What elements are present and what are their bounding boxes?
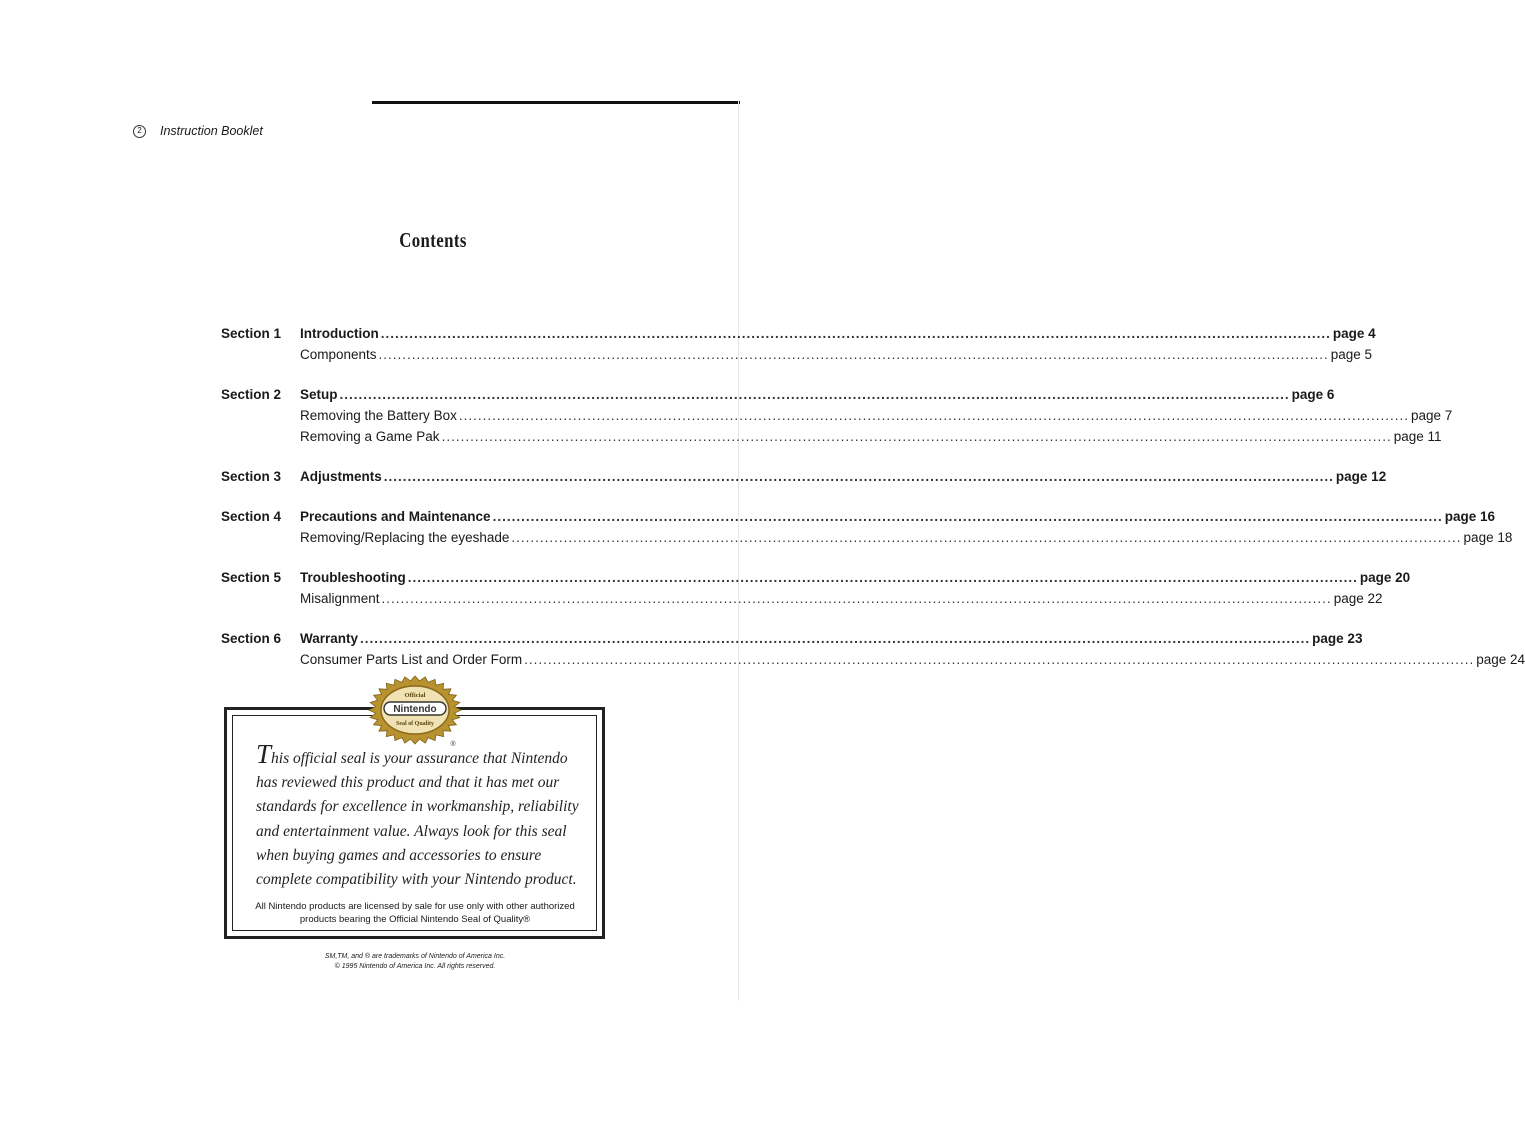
toc-entry-title: Removing/Replacing the eyeshade [300,530,510,545]
seal-line: and entertainment value. Always look for this seal [256,822,567,840]
toc-entry-title: Misalignment [300,591,380,606]
dot-leader: ........................................................................................................................................................................................................ [339,387,1290,402]
dot-leader: ........................................................................................................................................................................................................ [441,429,1392,444]
seal-line: complete compatibility with your Nintendo product. [256,871,577,889]
dot-leader: ........................................................................................................................................................................................................ [511,530,1462,545]
booklet-title: Instruction Booklet [160,124,263,138]
toc-entry-title: Consumer Parts List and Order Form [300,652,523,667]
toc-row [221,344,1372,365]
toc-row [221,628,1363,649]
seal-quality-text: Seal of Quality [395,721,435,727]
toc-page-number: page 16 [1444,509,1495,524]
toc-entry-title: Components [300,347,377,362]
top-rule [372,101,740,104]
toc-row [221,567,1411,588]
toc-entry-title: Warranty [300,631,359,646]
seal-line: standards for excellence in workmanship, reliability [256,798,579,816]
trademark-line: SM,TM, and ® are trademarks of Nintendo of America Inc. [324,953,506,960]
section-label: Section 5 [221,570,282,585]
toc-section [221,567,1411,609]
dot-leader: ........................................................................................................................................................................................................ [360,631,1311,646]
dot-leader: ........................................................................................................................................................................................................ [383,469,1334,484]
section-label: Section 1 [221,326,282,341]
toc-page-number: page 5 [1330,347,1372,362]
drop-cap: T [256,739,272,769]
toc-row [221,384,1335,405]
dot-leader: ........................................................................................................................................................................................................ [492,509,1443,524]
toc-entry-title: Introduction [300,326,379,341]
trademark-notice [0,952,830,972]
toc-row [221,527,1513,548]
nintendo-seal-icon [365,672,465,752]
toc-section [221,384,1453,447]
license-line: products bearing the Official Nintendo Seal of Quality® [299,914,531,925]
license-line: All Nintendo products are licensed by sale for use only with other authorized [255,901,575,912]
toc-row [221,649,1525,670]
copyright-line: © 1995 Nintendo of America Inc. All rights reserved. [334,963,496,970]
seal-official-text: Official [404,692,426,699]
section-label: Section 3 [221,469,282,484]
toc-entry-title: Setup [300,387,338,402]
toc-entry-title: Troubleshooting [300,570,406,585]
table-of-contents [221,323,1525,689]
seal-statement [256,739,596,892]
dot-leader: ........................................................................................................................................................................................................ [524,652,1475,667]
contents-heading: Contents [399,228,467,252]
toc-page-number: page 7 [1410,408,1453,423]
license-notice [232,900,598,926]
section-label: Section 6 [221,631,282,646]
toc-page-number: page 24 [1476,652,1525,667]
page-number: 2 [133,125,146,138]
toc-row [221,506,1495,527]
toc-row [221,426,1442,447]
toc-entry-title: Removing the Battery Box [300,408,457,423]
toc-page-number: page 22 [1333,591,1383,606]
dot-leader: ........................................................................................................................................................................................................ [407,570,1358,585]
toc-page-number: page 20 [1359,570,1411,585]
dot-leader: ........................................................................................................................................................................................................ [381,591,1332,606]
toc-page-number: page 6 [1291,387,1335,402]
toc-page-number: page 12 [1335,469,1387,484]
toc-page-number: page 4 [1332,326,1376,341]
seal-nintendo-text: Nintendo [393,704,437,715]
dot-leader: ........................................................................................................................................................................................................ [378,347,1329,362]
toc-section [221,466,1387,487]
seal-line: when buying games and accessories to ensure [256,846,542,864]
toc-page-number: page 11 [1393,429,1442,444]
dot-leader: ........................................................................................................................................................................................................ [380,326,1331,341]
toc-row [221,323,1376,344]
seal-line: This official seal is your assurance that Nintendo [256,739,568,769]
seal-line: has reviewed this product and that it has met our [256,774,560,792]
toc-entry-title: Removing a Game Pak [300,429,440,444]
registered-mark: ® [450,741,456,748]
toc-page-number: page 23 [1312,631,1363,646]
page-header [133,124,263,138]
toc-entry-title: Adjustments [300,469,382,484]
toc-section [221,628,1525,670]
toc-row [221,588,1383,609]
toc-section [221,323,1376,365]
dot-leader: ........................................................................................................................................................................................................ [458,408,1409,423]
toc-section [221,506,1513,548]
section-label: Section 2 [221,387,282,402]
toc-row [221,466,1387,487]
toc-entry-title: Precautions and Maintenance [300,509,491,524]
toc-page-number: page 18 [1463,530,1513,545]
section-label: Section 4 [221,509,282,524]
toc-row [221,405,1453,426]
